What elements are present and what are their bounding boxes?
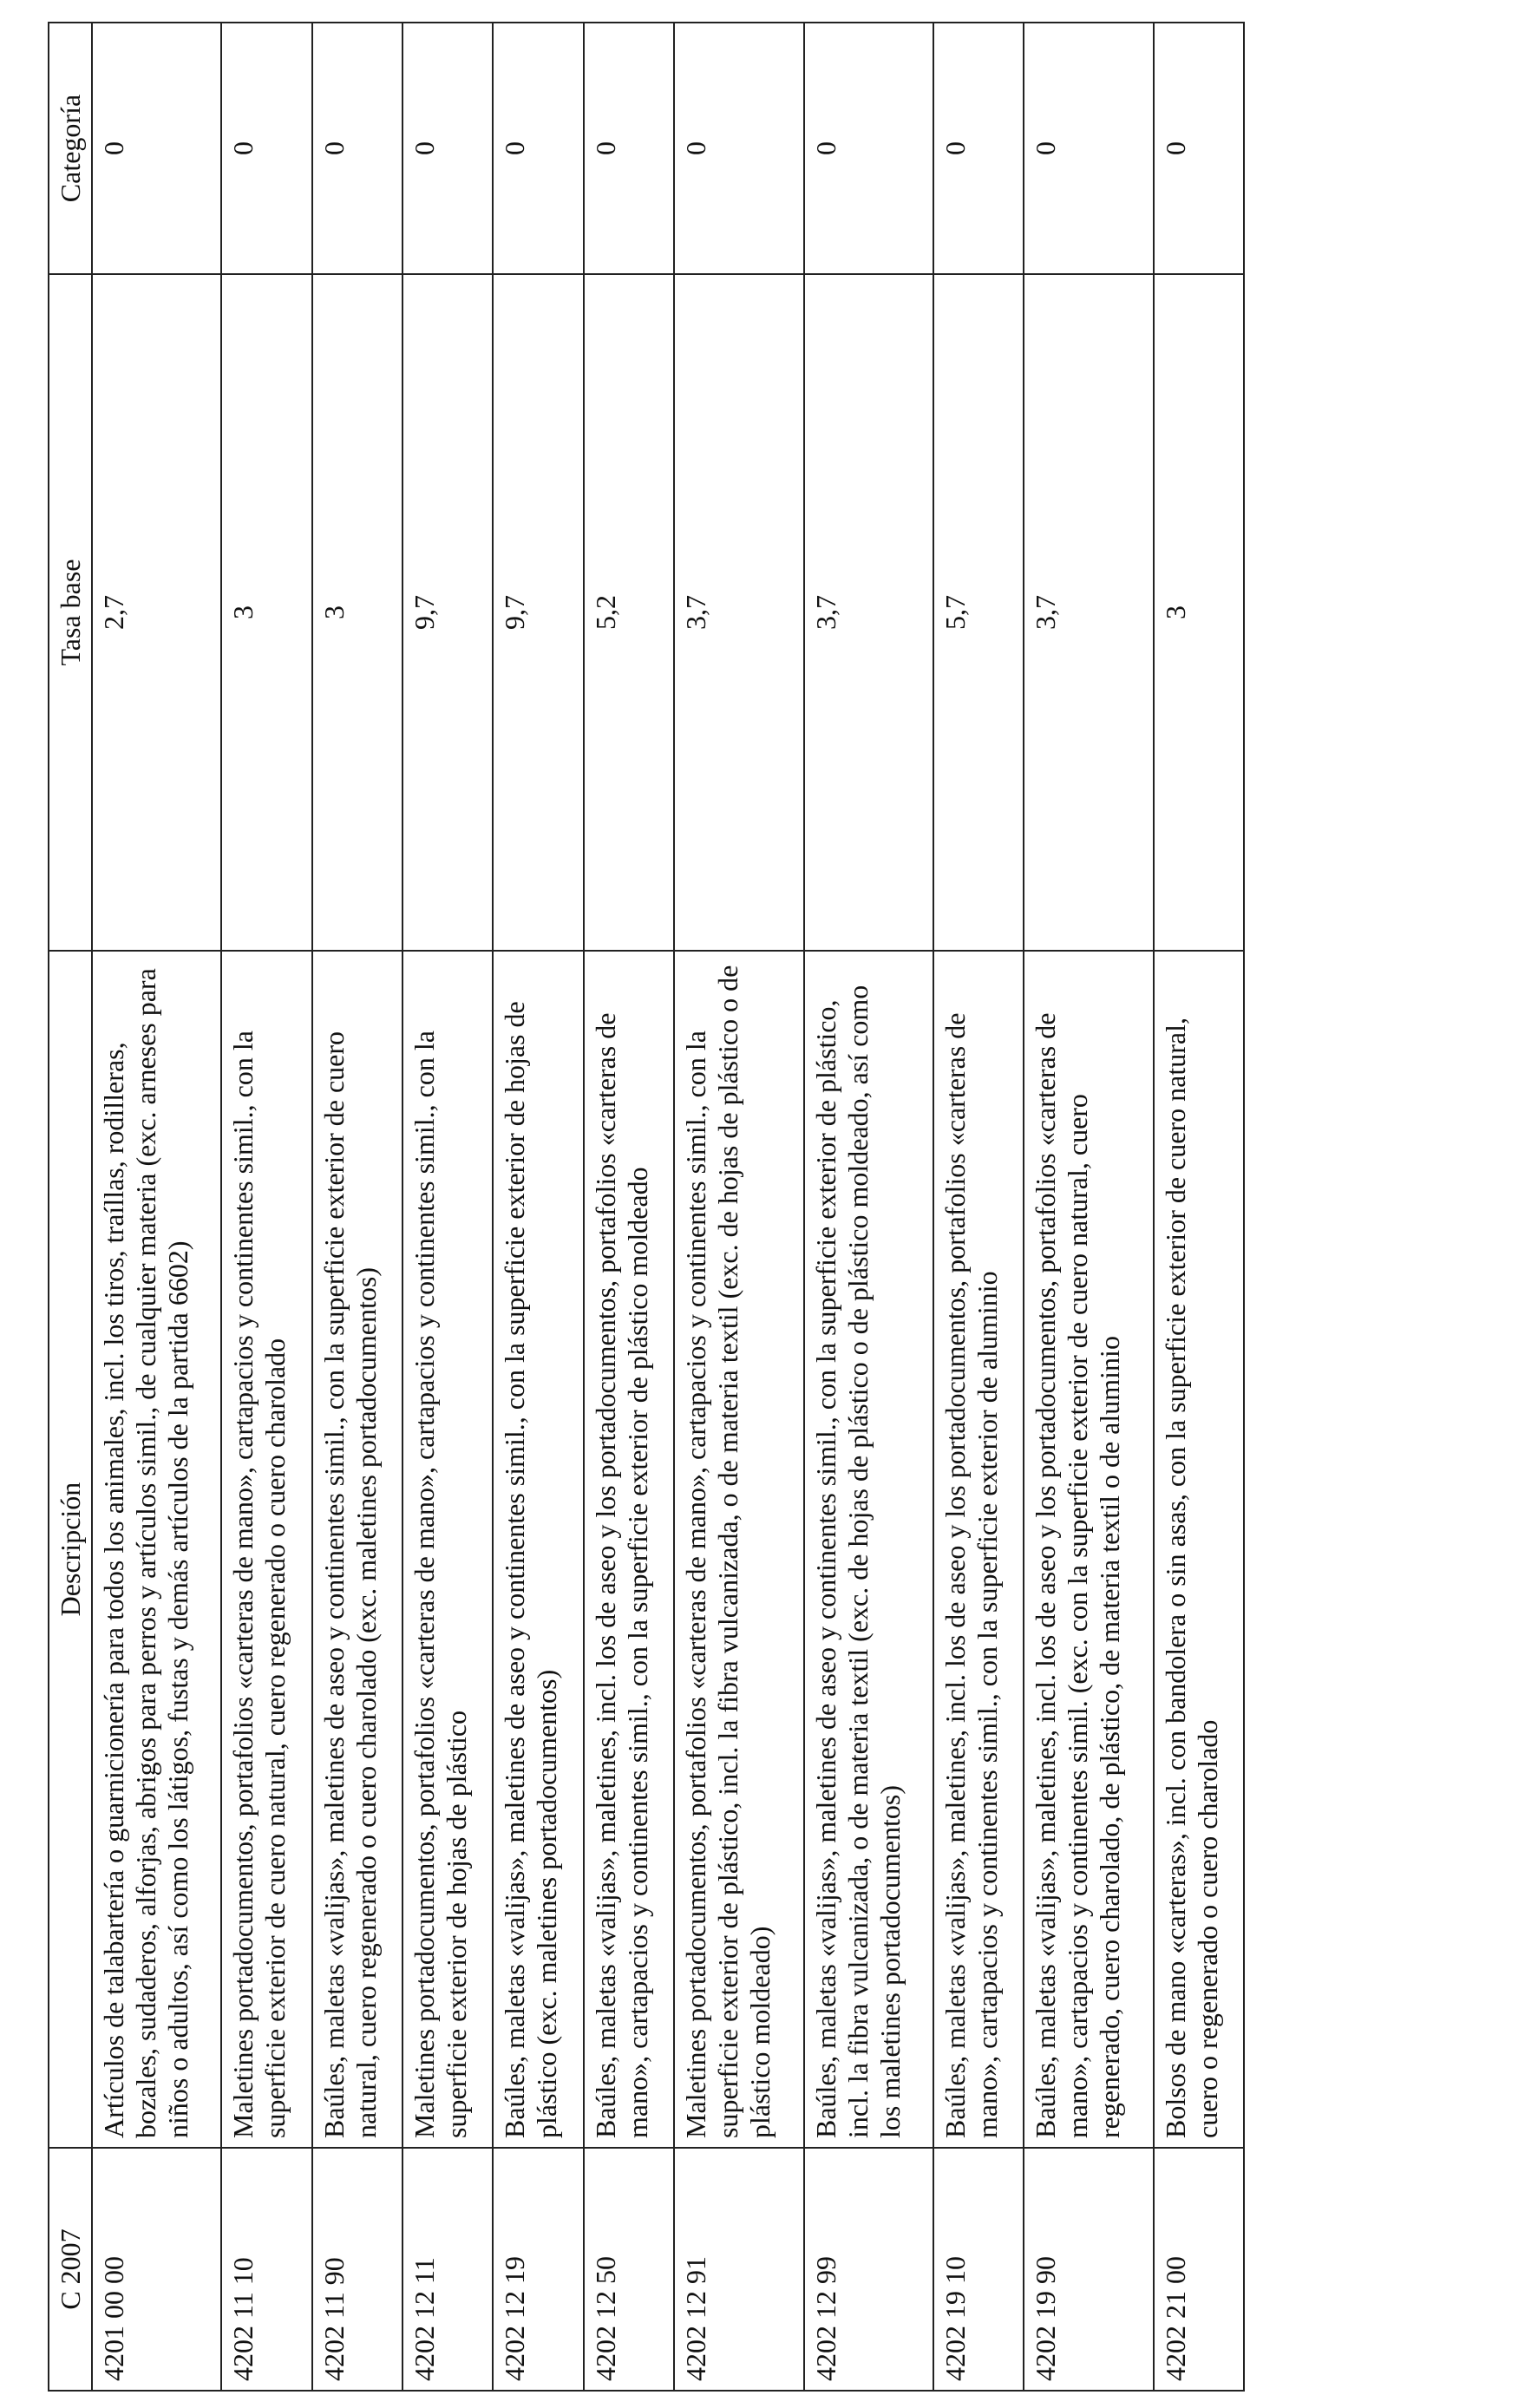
cell-category: 0 bbox=[1154, 23, 1244, 274]
cell-code: 4201 00 00 bbox=[92, 2148, 221, 2391]
cell-category: 0 bbox=[933, 23, 1024, 274]
cell-description: Maletines portadocumentos, portafolios «carteras de mano», cartapacios y continentes simil., con la superficie exterior de plástico, incl. la fibra vulcanizada, o de materia textil (exc. de hojas de plástico o de plástico moldeado) bbox=[674, 951, 803, 2148]
cell-base-rate: 3 bbox=[312, 274, 402, 951]
cell-description: Baúles, maletas «valijas», maletines, incl. los de aseo y los portadocumentos, portafolios «carteras de mano», cartapacios y continentes simil., con la superficie exterior de plástico moldeado bbox=[584, 951, 674, 2148]
cell-code: 4202 11 10 bbox=[221, 2148, 311, 2391]
cell-base-rate: 3,7 bbox=[804, 274, 933, 951]
header-description: Descripción bbox=[49, 951, 92, 2148]
table-row bbox=[221, 23, 311, 2391]
table-row bbox=[933, 23, 1024, 2391]
cell-category: 0 bbox=[312, 23, 402, 274]
cell-base-rate: 3,7 bbox=[1024, 274, 1153, 951]
cell-base-rate: 3 bbox=[221, 274, 311, 951]
cell-code: 4202 11 90 bbox=[312, 2148, 402, 2391]
table-row bbox=[493, 23, 583, 2391]
table-header-row bbox=[49, 23, 92, 2391]
table-row bbox=[92, 23, 221, 2391]
cell-base-rate: 3,7 bbox=[674, 274, 803, 951]
table-row bbox=[804, 23, 933, 2391]
cell-code: 4202 12 50 bbox=[584, 2148, 674, 2391]
cell-category: 0 bbox=[674, 23, 803, 274]
cell-code: 4202 19 10 bbox=[933, 2148, 1024, 2391]
cell-code: 4202 12 99 bbox=[804, 2148, 933, 2391]
table-row bbox=[1154, 23, 1244, 2391]
cell-category: 0 bbox=[1024, 23, 1153, 274]
cell-description: Baúles, maletas «valijas», maletines, incl. los de aseo y los portadocumentos, portafolios «carteras de mano», cartapacios y continentes simil. (exc. con la superficie exterior de cuero natural, cuero regenerado, cuero charolado, de plástico, de materia textil o de aluminio bbox=[1024, 951, 1153, 2148]
cell-category: 0 bbox=[584, 23, 674, 274]
cell-code: 4202 19 90 bbox=[1024, 2148, 1153, 2391]
cell-description: Maletines portadocumentos, portafolios «carteras de mano», cartapacios y continentes simil., con la superficie exterior de cuero natural, cuero regenerado o cuero charolado bbox=[221, 951, 311, 2148]
table-row bbox=[1024, 23, 1153, 2391]
cell-category: 0 bbox=[92, 23, 221, 274]
cell-description: Baúles, maletas «valijas», maletines, incl. los de aseo y los portadocumentos, portafolios «carteras de mano», cartapacios y continentes simil., con la superficie exterior de aluminio bbox=[933, 951, 1024, 2148]
cell-base-rate: 3 bbox=[1154, 274, 1244, 951]
table-row bbox=[674, 23, 803, 2391]
cell-base-rate: 9,7 bbox=[493, 274, 583, 951]
cell-category: 0 bbox=[221, 23, 311, 274]
cell-base-rate: 5,7 bbox=[933, 274, 1024, 951]
cell-code: 4202 12 91 bbox=[674, 2148, 803, 2391]
header-code: C 2007 bbox=[49, 2148, 92, 2391]
cell-base-rate: 9,7 bbox=[402, 274, 493, 951]
cell-description: Bolsos de mano «carteras», incl. con bandolera o sin asas, con la superficie exterior de cuero natural, cuero o regenerado o cuero charolado bbox=[1154, 951, 1244, 2148]
cell-category: 0 bbox=[804, 23, 933, 274]
cell-code: 4202 12 19 bbox=[493, 2148, 583, 2391]
cell-code: 4202 12 11 bbox=[402, 2148, 493, 2391]
cell-description: Baúles, maletas «valijas», maletines de aseo y continentes simil., con la superficie exterior de cuero natural, cuero regenerado o cuero charolado (exc. maletines portadocumentos) bbox=[312, 951, 402, 2148]
cell-base-rate: 2,7 bbox=[92, 274, 221, 951]
table-row bbox=[402, 23, 493, 2391]
cell-category: 0 bbox=[402, 23, 493, 274]
cell-description: Baúles, maletas «valijas», maletines de aseo y continentes simil., con la superficie exterior de hojas de plástico (exc. maletines portadocumentos) bbox=[493, 951, 583, 2148]
cell-description: Baúles, maletas «valijas», maletines de aseo y continentes simil., con la superficie exterior de plástico, incl. la fibra vulcanizada, o de materia textil (exc. de hojas de plástico o de plástico moldeado, así como los maletines portadocumentos) bbox=[804, 951, 933, 2148]
cell-category: 0 bbox=[493, 23, 583, 274]
header-category: Categoría bbox=[49, 23, 92, 274]
cell-description: Maletines portadocumentos, portafolios «carteras de mano», cartapacios y continentes simil., con la superficie exterior de hojas de plástico bbox=[402, 951, 493, 2148]
tariff-table bbox=[48, 22, 1245, 2392]
header-base-rate: Tasa base bbox=[49, 274, 92, 951]
table-row bbox=[312, 23, 402, 2391]
cell-base-rate: 5,2 bbox=[584, 274, 674, 951]
cell-code: 4202 21 00 bbox=[1154, 2148, 1244, 2391]
rotated-page bbox=[48, 23, 1245, 2392]
cell-description: Artículos de talabartería o guarnicionería para todos los animales, incl. los tiros, traíllas, rodilleras, bozales, sudaderos, alforjas, abrigos para perros y artículos simil., de cualquier materia (exc. arneses para niños o adultos, así como los látigos, fustas y demás artículos de la partida 6602) bbox=[92, 951, 221, 2148]
table-row bbox=[584, 23, 674, 2391]
